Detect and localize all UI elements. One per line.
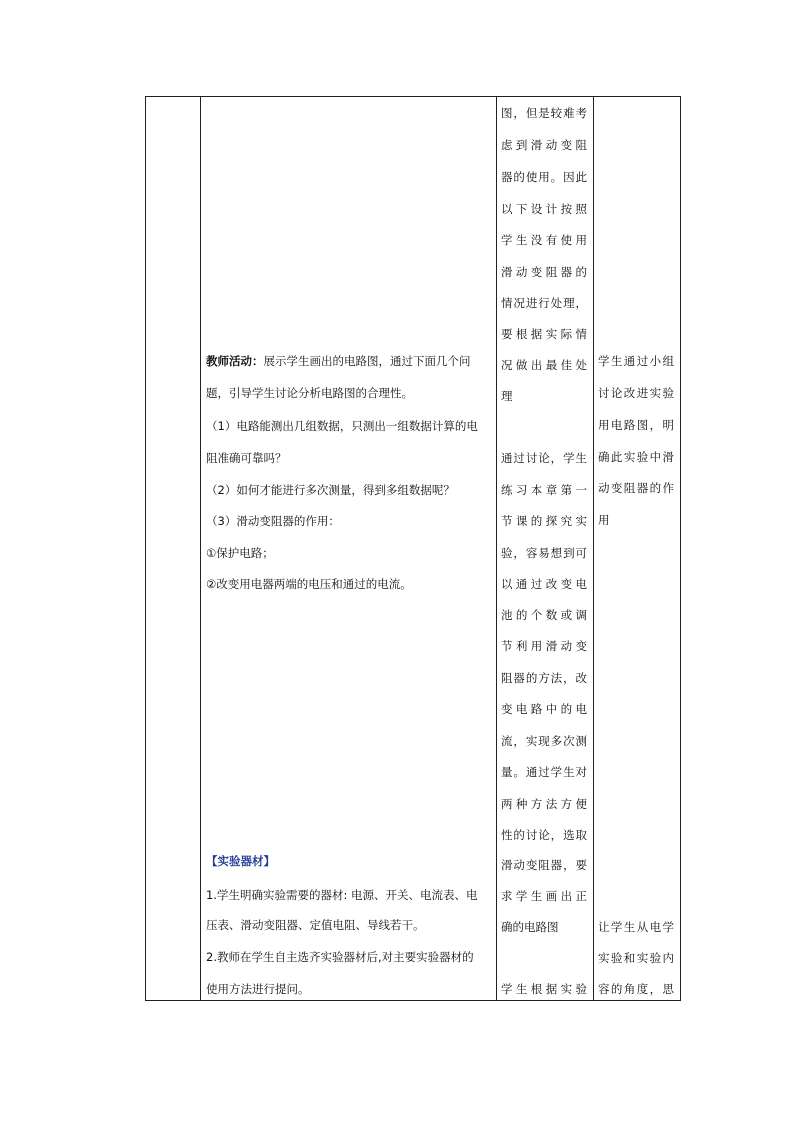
note-line: 讨论改进实验 — [598, 386, 674, 400]
intent-line: 以下设计按照 — [501, 202, 587, 216]
note-line: 让学生从电学 — [598, 920, 674, 934]
intent-line: 性的讨论，选取 — [501, 828, 587, 842]
intent-line: 图，但是较难考 — [501, 106, 587, 120]
intent-line: 变电路中的电 — [501, 702, 587, 716]
intent-line: 池的个数或调 — [501, 608, 587, 622]
note-line: 容的角度，思 — [598, 982, 674, 996]
intent-line: 节课的探究实 — [501, 514, 587, 528]
intent-line: 虑到滑动变阻 — [501, 138, 587, 152]
intent-line: 理 — [501, 389, 513, 403]
intent-line: 学生没有使用 — [501, 233, 587, 247]
intent-line: 学生根据实验 — [501, 982, 587, 996]
intent-line: 确的电路图 — [501, 920, 559, 934]
intent-line: 滑动变阻器，要 — [501, 858, 587, 872]
teacher-activity-label: 教师活动： — [206, 354, 264, 368]
intent-line: 况做出最佳处 — [501, 358, 587, 372]
teacher-activity-line — [206, 353, 471, 369]
intent-line: 量。通过学生对 — [501, 765, 587, 779]
intent-line: 滑动变阻器的 — [501, 265, 587, 279]
intent-line: 练习本章第一 — [501, 483, 587, 497]
note-line: 学生通过小组 — [598, 354, 674, 368]
teaching-activity-cell — [201, 97, 496, 1000]
intent-line: 要根据实际情 — [501, 327, 587, 341]
intent-line: 情况进行处理， — [501, 296, 587, 310]
intent-line: 器的使用。因此 — [501, 170, 587, 184]
materials-1-line-1: 1.学生明确实验需要的器材: 电源、开关、电流表、电 — [206, 888, 478, 902]
intent-line: 节利用滑动变 — [501, 639, 587, 653]
intent-line: 通过讨论，学生 — [501, 451, 587, 465]
question-3: （3）滑动变阻器的作用： — [206, 514, 340, 528]
question-1-line-2: 阻准确可靠吗？ — [206, 451, 287, 465]
design-intent-cell — [497, 97, 593, 1000]
intent-line: 验，容易想到可 — [501, 546, 587, 560]
question-1-line-1: （1）电路能测出几组数据，只测出一组数据计算的电 — [206, 419, 478, 433]
question-3-answer-b: ②改变用电器两端的电压和通过的电流。 — [206, 577, 412, 591]
teacher-activity-cont: 题，引导学生讨论分析电路图的合理性。 — [206, 386, 413, 400]
note-line: 用电路图，明 — [598, 418, 674, 432]
note-line: 实验和实验内 — [598, 951, 674, 965]
note-line: 用 — [598, 513, 610, 527]
column-stage-cell — [146, 97, 200, 1000]
lesson-plan-table — [145, 96, 681, 1001]
teacher-activity-text: 展示学生画出的电路图，通过下面几个问 — [263, 354, 471, 368]
materials-2-line-2: 使用方法进行提问。 — [206, 982, 310, 996]
question-3-answer-a: ①保护电路； — [206, 546, 274, 560]
materials-heading: 【实验器材】 — [206, 854, 275, 868]
materials-2-line-1: 2.教师在学生自主选齐实验器材后,对主要实验器材的 — [206, 950, 474, 964]
materials-1-line-2: 压表、滑动变阻器、定值电阻、导线若干。 — [206, 918, 425, 932]
intent-line: 阻器的方法，改 — [501, 671, 587, 685]
intent-line: 流，实现多次测 — [501, 734, 587, 748]
notes-cell — [594, 97, 682, 1000]
note-line: 确此实验中滑 — [598, 450, 674, 464]
question-2: （2）如何才能进行多次测量，得到多组数据呢？ — [206, 483, 455, 497]
intent-line: 两种方法方便 — [501, 797, 587, 811]
intent-line: 以通过改变电 — [501, 577, 587, 591]
intent-line: 求学生画出正 — [501, 889, 587, 903]
note-line: 动变阻器的作 — [598, 481, 674, 495]
